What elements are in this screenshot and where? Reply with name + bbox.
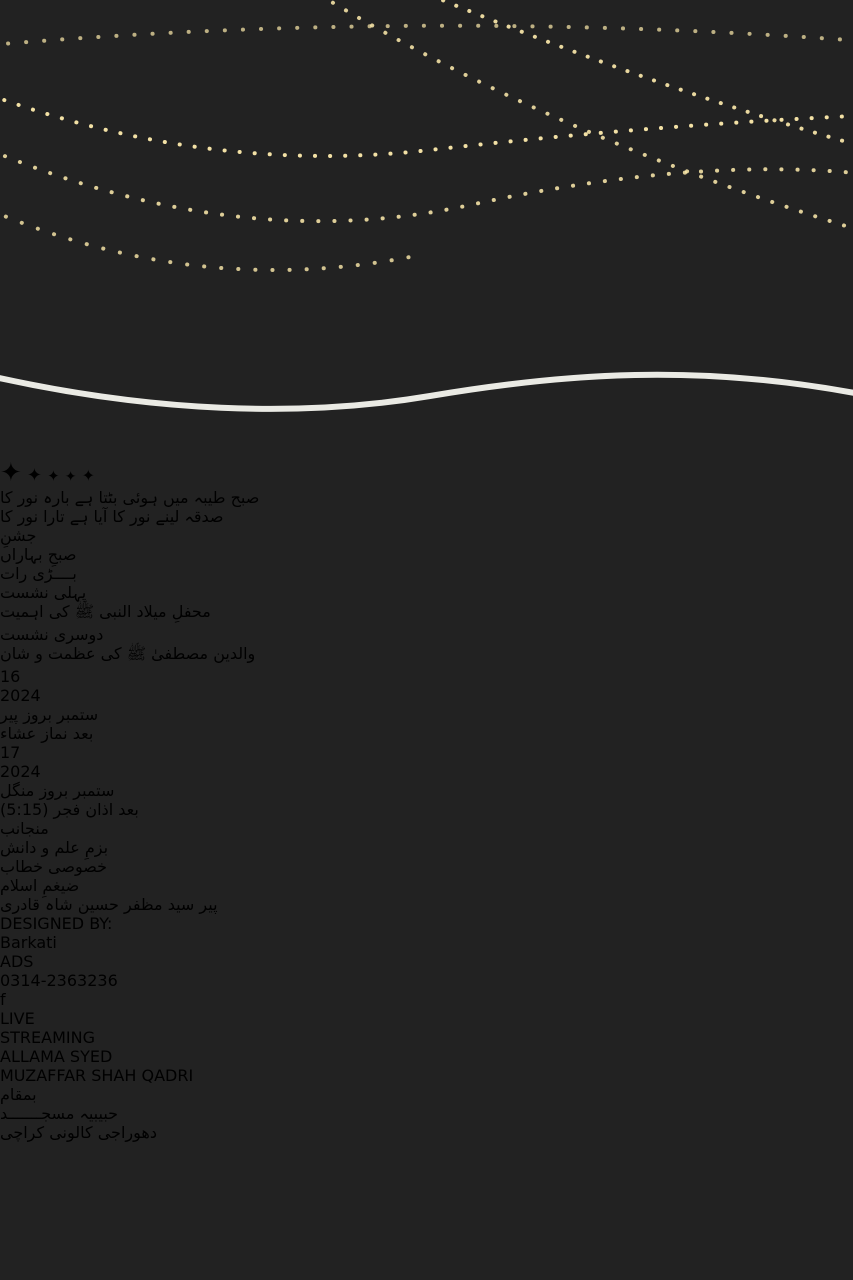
poster-title bbox=[0, 526, 853, 564]
date-year-16: 2024 bbox=[0, 686, 41, 705]
bunting-rope bbox=[0, 334, 853, 454]
sparkle-icon: ✦ bbox=[81, 466, 95, 485]
date-year-17: 2024 bbox=[0, 762, 41, 781]
designer-brand-sub: ADS bbox=[0, 952, 34, 971]
sparkle-icon: ✦ bbox=[0, 458, 22, 488]
first-session-heading: پہلی نشست bbox=[0, 583, 87, 602]
live-banner-content bbox=[0, 990, 853, 1085]
sparkle-icon: ✦ bbox=[26, 465, 42, 486]
verse-line-1: صبح طیبہ میں ہوئی بٹتا ہے بارہ نور کا bbox=[0, 488, 260, 507]
organizer-block bbox=[0, 819, 853, 857]
date-weekday-16: ستمبر بروز پیر bbox=[0, 705, 99, 724]
date-weekday-17: ستمبر بروز منگل bbox=[0, 781, 115, 800]
venue-area: دھوراجی کالونی کراچی bbox=[0, 1123, 157, 1142]
second-session-topic: والدین مصطفیٰ ﷺ کی عظمت و شان bbox=[0, 644, 256, 663]
date-scroll-17 bbox=[0, 743, 853, 819]
first-session-topic: محفلِ میلاد النبی ﷺ کی اہمیت bbox=[0, 602, 211, 621]
speaker-banner-inner bbox=[0, 857, 853, 914]
first-session bbox=[0, 583, 853, 625]
speaker-name-en-line1: ALLAMA SYED bbox=[0, 1047, 113, 1066]
designer-phone: 0314-2363236 bbox=[0, 971, 118, 990]
live-label: LIVE bbox=[0, 1009, 35, 1028]
verse-line-2: صدقہ لینے نور کا آیا ہے تارا نور کا bbox=[0, 507, 224, 526]
facebook-letter: f bbox=[0, 990, 6, 1009]
date-scroll-16 bbox=[0, 667, 853, 743]
sparkle-icon: ✦ bbox=[64, 469, 77, 485]
date-badge-16: 16 bbox=[0, 667, 21, 686]
speaker-name-urdu: پیر سید مظفر حسین شاہ قادری bbox=[0, 895, 218, 914]
date-time-16: بعد نماز عشاء bbox=[0, 724, 94, 743]
speaker-name-en-line2: MUZAFFAR SHAH QADRI bbox=[0, 1066, 194, 1085]
venue-tag: بمقام bbox=[0, 1085, 37, 1104]
second-session-heading: دوسری نشست bbox=[0, 625, 104, 644]
special-address-pill: خصوصی خطاب bbox=[0, 857, 107, 876]
speaker-banner bbox=[0, 857, 853, 914]
date-time-17: بعد اذان فجر (5:15) bbox=[0, 800, 139, 819]
title-line-2: صبحِ بہاراں bbox=[0, 545, 77, 564]
designer-brand: Barkati bbox=[0, 933, 57, 952]
second-session-box bbox=[0, 644, 853, 667]
title-line-1: جشنِ bbox=[0, 526, 37, 545]
date-badge-17: 17 bbox=[0, 743, 21, 762]
organizer-name: بزمِ علم و دانش bbox=[0, 838, 109, 857]
venue-masjid-name: حبیبیہ مسجـــــــد bbox=[0, 1104, 119, 1123]
big-night-text: بــــڑی رات bbox=[0, 564, 77, 583]
first-session-box bbox=[0, 602, 853, 625]
facebook-icon bbox=[0, 990, 853, 1009]
designer-card bbox=[0, 933, 853, 990]
streaming-label: STREAMING bbox=[0, 1028, 95, 1047]
second-session bbox=[0, 625, 853, 667]
sparkle-icon: ✦ bbox=[47, 467, 60, 485]
speaker-honorific: ضیغمِ اسلام bbox=[0, 876, 80, 895]
designed-by-label: DESIGNED BY: bbox=[0, 914, 113, 933]
live-banner bbox=[0, 990, 853, 1085]
string-lights bbox=[0, 0, 853, 330]
live-badge bbox=[0, 1009, 853, 1047]
organizer-tag: منجانب bbox=[0, 819, 49, 838]
designer-badge bbox=[0, 914, 853, 990]
